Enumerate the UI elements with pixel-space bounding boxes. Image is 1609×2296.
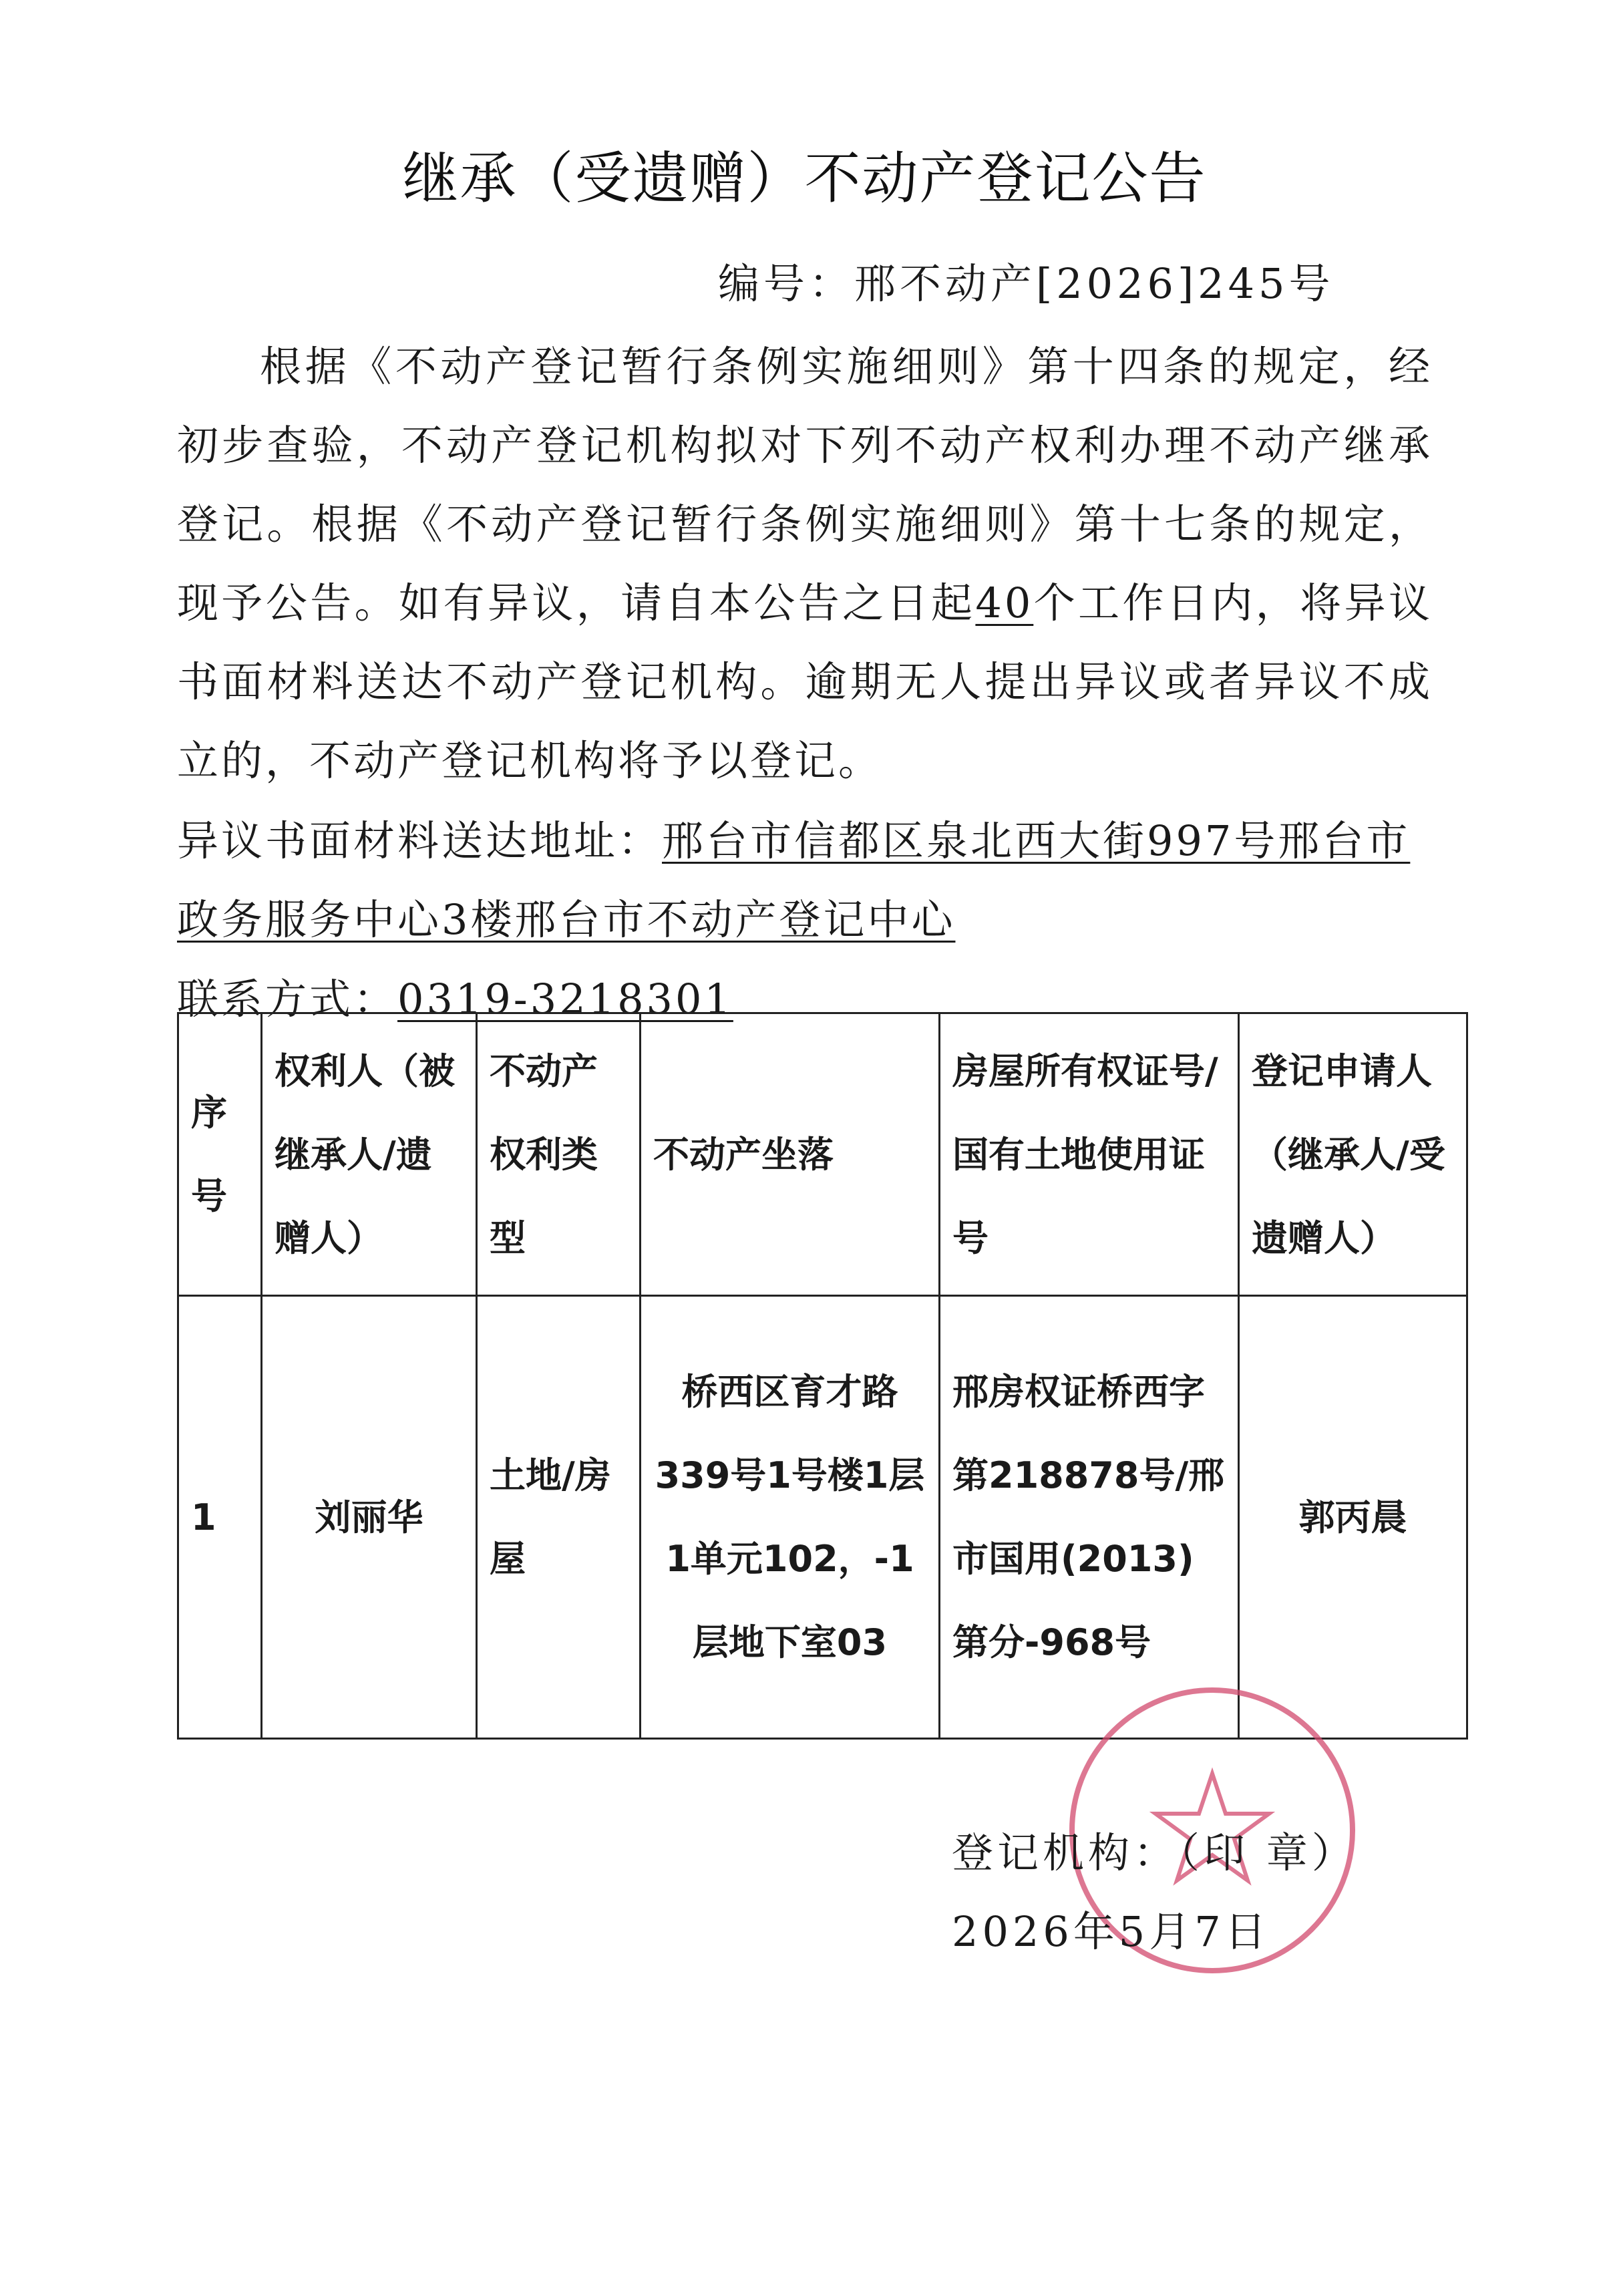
registration-authority: 登记机构：（印 章） <box>952 1828 1357 1877</box>
contact-phone: 0319-3218301 <box>397 975 733 1023</box>
header-cert-no: 房屋所有权证号/国有土地使用证号 <box>940 1013 1239 1296</box>
objection-days: 40 <box>975 579 1034 627</box>
header-right-type: 不动产权利类型 <box>477 1013 641 1296</box>
header-applicant: 登记申请人（继承人/受遗赠人） <box>1239 1013 1467 1296</box>
header-holder: 权利人（被继承人/遗赠人） <box>262 1013 477 1296</box>
registration-table <box>177 1012 1468 1740</box>
cell-holder: 刘丽华 <box>262 1296 477 1739</box>
table-row <box>178 1296 1467 1739</box>
header-location: 不动产坐落 <box>641 1013 940 1296</box>
announcement-paragraph <box>177 327 1433 800</box>
objection-address <box>177 802 1433 959</box>
cell-index: 1 <box>178 1296 262 1739</box>
address-value: 邢台市信都区泉北西大街997号邢台市政务服务中心3楼邢台市不动产登记中心 <box>177 816 1411 944</box>
announcement-date: 2026年5月7日 <box>952 1907 1270 1956</box>
document-number: 编号：邢不动产[2026]245号 <box>718 259 1334 308</box>
cell-cert-no: 邢房权证桥西字第218878号/邢市国用(2013)第分-968号 <box>940 1296 1239 1739</box>
paragraph-text-2: 个工作日内，将异议书面材料送达不动产登记机构。逾期无人提出异议或者异议不成立的，不动产登记机构将予以登记。 <box>177 579 1433 785</box>
paragraph-text-1: 根据《不动产登记暂行条例实施细则》第十四条的规定，经初步查验，不动产登记机构拟对下列不动产权利办理不动产继承登记。根据《不动产登记暂行条例实施细则》第十七条的规定，现予公告。如有异议，请自本公告之日起 <box>177 342 1433 627</box>
cell-applicant: 郭丙晨 <box>1239 1296 1467 1739</box>
cell-location: 桥西区育才路339号1号楼1层1单元102，-1层地下室03 <box>641 1296 940 1739</box>
address-label: 异议书面材料送达地址： <box>177 816 663 865</box>
page-title: 继承（受遗赠）不动产登记公告 <box>402 146 1207 211</box>
cell-right-type: 土地/房屋 <box>477 1296 641 1739</box>
signature-block <box>952 1814 1357 1971</box>
announcement-body <box>177 327 1433 800</box>
header-index: 序号 <box>178 1013 262 1296</box>
table-header-row <box>178 1013 1467 1296</box>
contact-label: 联系方式： <box>177 975 398 1023</box>
